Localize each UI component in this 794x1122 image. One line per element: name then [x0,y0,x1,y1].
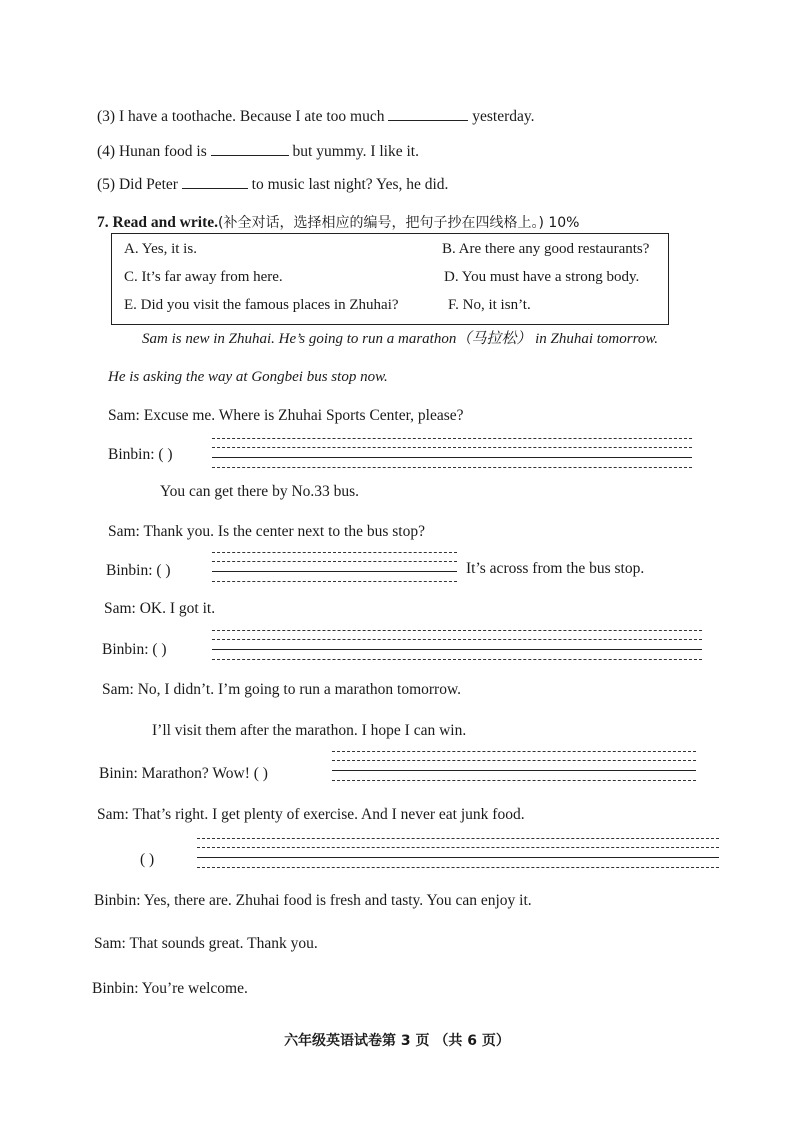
dialogue-line: Binbin: You’re welcome. [92,980,248,997]
dialogue-line: I’ll visit them after the marathon. I hope I can win. [152,722,467,739]
dialogue-line: Binbin: Yes, there are. Zhuhai food is fresh and tasty. You can enjoy it. [94,892,532,909]
answer-blank[interactable] [388,108,468,121]
dialogue-line: Sam: OK. I got it. [104,600,216,617]
page-footer: 六年级英语试卷第 3 页 （共 6 页） [284,1033,510,1049]
writing-lines-1[interactable] [212,438,692,468]
dialogue-line: Sam: That’s right. I get plenty of exercise. And I never eat junk food. [97,806,525,823]
fill-item-3: (3) I have a toothache. Because I ate too much yesterday. [97,108,535,125]
option-c: C. It’s far away from here. [124,269,283,285]
fill-item-5: (5) Did Peter to music last night? Yes, he did. [97,176,449,193]
writing-lines-3[interactable] [212,630,702,660]
intro-line-1: Sam is new in Zhuhai. He’s going to run a marathon（马拉松） in Zhuhai tomorrow. [142,331,659,347]
dialogue-line: Sam: No, I didn’t. I’m going to run a marathon tomorrow. [102,681,462,698]
option-b: B. Are there any good restaurants? [442,241,650,257]
dialogue-line: Sam: Excuse me. Where is Zhuhai Sports Center, please? [108,407,464,424]
answer-blank[interactable] [211,143,289,156]
dialogue-line: Sam: Thank you. Is the center next to the bus stop? [108,523,425,540]
option-e: E. Did you visit the famous places in Zhuhai? [124,297,399,313]
section-heading: 7. Read and write.(补全对话，选择相应的编号，把句子抄在四线格上。) 10% [97,214,580,231]
options-box [111,233,669,325]
writing-lines-4[interactable] [332,751,696,781]
answer-slot-3: Binbin: ( ) [102,641,167,658]
answer-slot-5: ( ) [140,851,155,868]
writing-lines-5[interactable] [197,838,719,868]
answer-slot-1: Binbin: ( ) [108,446,173,463]
option-d: D. You must have a strong body. [444,269,640,285]
writing-lines-2[interactable] [212,552,457,582]
dialogue-line: You can get there by No.33 bus. [160,483,360,500]
answer-slot-2: Binbin: ( ) [106,562,171,579]
answer-slot-4: Binin: Marathon? Wow! ( ) [99,765,268,782]
option-f: F. No, it isn’t. [448,297,531,313]
intro-line-2: He is asking the way at Gongbei bus stop now. [108,369,388,385]
dialogue-line: It’s across from the bus stop. [466,560,645,577]
fill-item-4: (4) Hunan food is but yummy. I like it. [97,143,419,160]
answer-blank[interactable] [182,176,248,189]
dialogue-line: Sam: That sounds great. Thank you. [94,935,318,952]
option-a: A. Yes, it is. [124,241,197,257]
